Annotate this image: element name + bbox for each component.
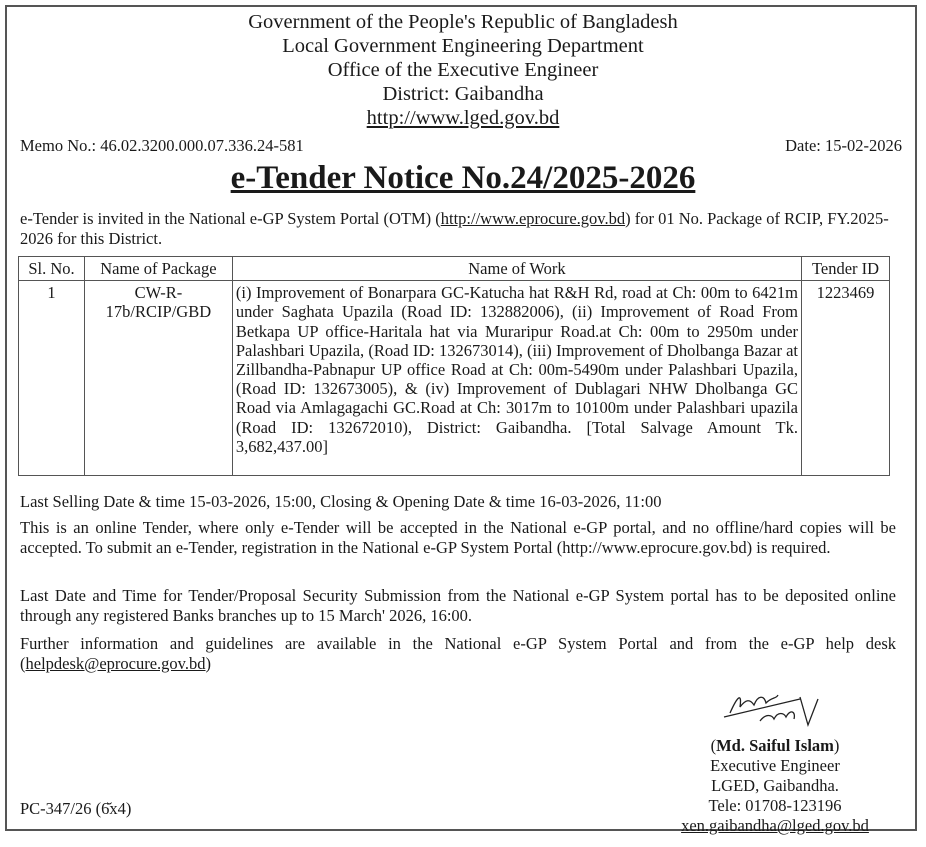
- online-paragraph: This is an online Tender, where only e-Tender will be accepted in the National e-GP portal, and no offline/hard copies will be accepted. To submit an e-Tender, registration in the National e-GP System Portal (http://www.eprocure.gov.bd) is required.: [20, 518, 896, 557]
- dates-line: Last Selling Date & time 15-03-2026, 15:00, Closing & Opening Date & time 16-03-2026, 11:00: [20, 492, 662, 511]
- signature-block: [660, 685, 890, 836]
- helpdesk-email-link[interactable]: helpdesk@eprocure.gov.bd: [25, 653, 206, 673]
- intro-text: e-Tender is invited in the National e-GP System Portal (OTM) (: [20, 209, 441, 228]
- signatory-name: (Md. Saiful Islam): [710, 736, 840, 755]
- signatory-office: LGED, Gaibandha.: [711, 776, 839, 795]
- further-text: Further information and guidelines are available in the National e-GP System Portal and from the e-GP help desk (: [20, 634, 896, 673]
- tender-id-cell: 1223469: [802, 281, 890, 476]
- package-cell: CW-R-17b/RCIP/GBD: [84, 281, 232, 476]
- col-work: Name of Work: [232, 257, 801, 281]
- notice-title: e-Tender Notice No.24/2025-2026: [230, 160, 696, 196]
- office-line: Office of the Executive Engineer: [327, 59, 599, 81]
- further-info-paragraph: [20, 634, 896, 673]
- col-tender-id: Tender ID: [802, 257, 890, 281]
- security-paragraph: Last Date and Time for Tender/Proposal Security Submission from the National e-GP System portal has to be deposited online through any registered Banks branches up to 15 March' 2026, 16:00.: [20, 586, 896, 625]
- further-text-end: ): [205, 653, 211, 673]
- sl-no-cell: 1: [19, 281, 85, 476]
- memo-number: Memo No.: 46.02.3200.000.07.336.24-581: [20, 136, 304, 155]
- handwritten-signature-icon: [720, 685, 830, 731]
- table-header-row: [19, 257, 890, 281]
- district-line: District: Gaibandha: [382, 83, 544, 105]
- notice-date: Date: 15-02-2026: [785, 136, 902, 155]
- eprocure-link[interactable]: http://www.eprocure.gov.bd: [440, 209, 626, 228]
- table-row: [19, 281, 890, 476]
- signatory-phone: Tele: 01708-123196: [708, 796, 842, 815]
- work-cell: (i) Improvement of Bonarpara GC-Katucha hat R&H Rd, road at Ch: 00m to 6421m under Saghata Upazila (Road ID: 132882006), (ii) Improvement of Road From Betkapa UP office-Haritala hat via Muraripur Road.at Ch: 00m to 2950m under Palashbari Upazila, (Road ID: 132673014), (iii) Improvement of Dholbanga Bazar at Zillbandha-Pabnapur UP office Road at Ch: 00m-5490m under Palashbari Upazila, (Road ID: 132673005), & (iv) Improvement of Dublagari NHW Dholbanga GC Road via Amlagagachi GC.Road at Ch: 3017m to 10100m under Palashbari upazila (Road ID: 132672010), District: Gaibandha. [Total Salvage Amount Tk. 3,682,437.00]: [232, 281, 801, 476]
- govt-line: Government of the People's Republic of Bangladesh: [248, 11, 678, 33]
- col-package: Name of Package: [84, 257, 232, 281]
- letterhead: [0, 10, 926, 130]
- intro-paragraph: [20, 209, 896, 248]
- signatory-designation: Executive Engineer: [710, 756, 840, 775]
- department-line: Local Government Engineering Department: [282, 35, 644, 57]
- intro-text-end: ) for 01 No. Package of RCIP, FY.2025-2026 for this District.: [20, 209, 889, 248]
- tender-table: [18, 256, 890, 476]
- website-link[interactable]: http://www.lged.gov.bd: [366, 107, 560, 129]
- signatory-email-link[interactable]: xen.gaibandha@lged.gov.bd: [681, 816, 869, 835]
- col-sl-no: Sl. No.: [19, 257, 85, 281]
- pc-reference: PC-347/26 (6̆x4): [20, 799, 132, 818]
